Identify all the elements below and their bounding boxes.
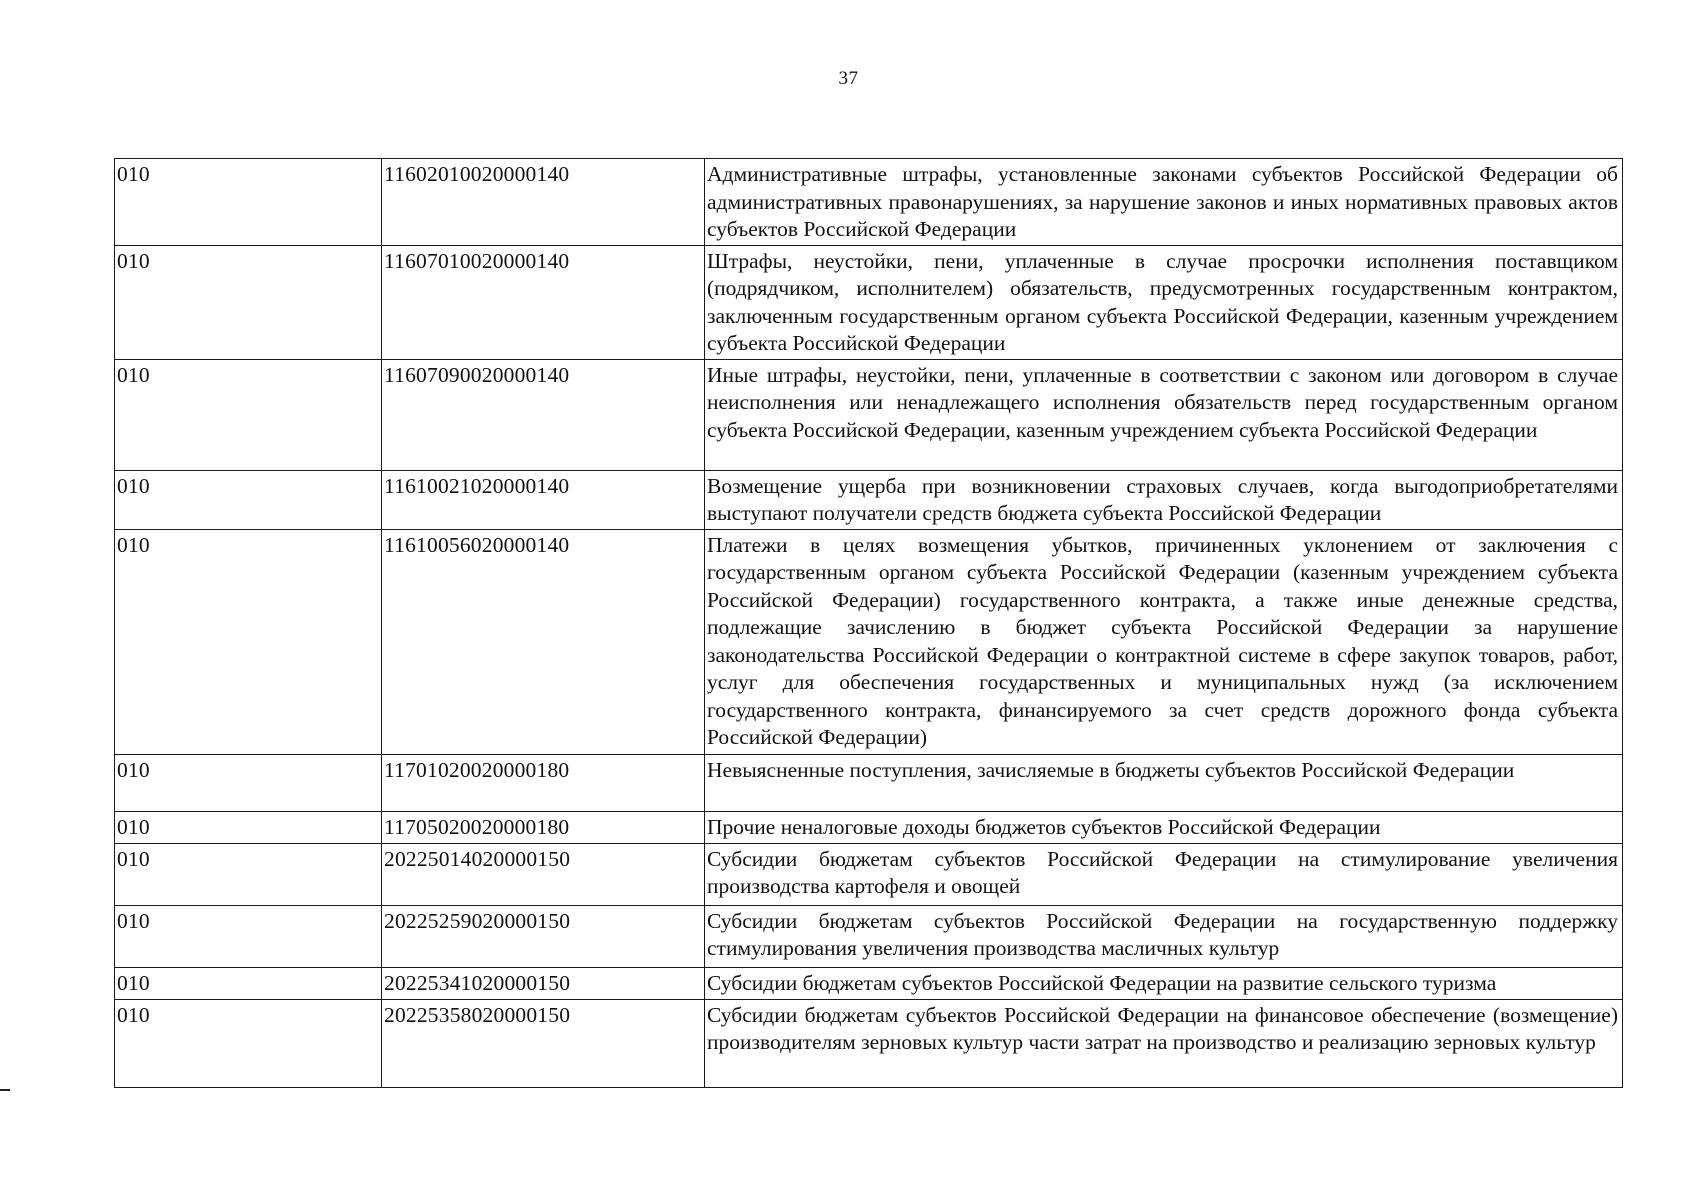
description-cell: Штрафы, неустойки, пени, уплаченные в случае просрочки исполнения поставщиком (подрядчиком, исполнителем) обязательств, предусмотренных государственным контрактом, заключенным государственным органом субъекта Российской Федерации, казенным учреждением субъекта Российской Федерации: [705, 245, 1623, 359]
kbk-code-cell: 11607010020000140: [382, 245, 705, 359]
table-row: [115, 754, 1623, 811]
admin-code-cell: 010: [115, 811, 382, 843]
admin-code-cell: 010: [115, 754, 382, 811]
admin-code-cell: 010: [115, 245, 382, 359]
kbk-code-cell: 20225259020000150: [382, 905, 705, 967]
kbk-code-cell: 11610056020000140: [382, 529, 705, 754]
kbk-code-cell: 11607090020000140: [382, 359, 705, 470]
table-row: [115, 843, 1623, 905]
description-cell: Субсидии бюджетам субъектов Российской Федерации на развитие сельского туризма: [705, 967, 1623, 999]
table-row: [115, 811, 1623, 843]
kbk-code-cell: 20225341020000150: [382, 967, 705, 999]
table-row: [115, 245, 1623, 359]
admin-code-cell: 010: [115, 359, 382, 470]
table-row: [115, 999, 1623, 1087]
table-row: [115, 905, 1623, 967]
table-row: [115, 967, 1623, 999]
kbk-code-cell: 20225014020000150: [382, 843, 705, 905]
budget-codes-table: [114, 158, 1623, 1088]
description-cell: Возмещение ущерба при возникновении страховых случаев, когда выгодоприобретателями выступают получатели средств бюджета субъекта Российской Федерации: [705, 470, 1623, 529]
kbk-code-cell: 11701020020000180: [382, 754, 705, 811]
admin-code-cell: 010: [115, 967, 382, 999]
admin-code-cell: 010: [115, 905, 382, 967]
description-cell: Иные штрафы, неустойки, пени, уплаченные в соответствии с законом или договором в случае неисполнения или ненадлежащего исполнения обязательств перед государственным органом субъекта Российской Федерации, казенным учреждением субъекта Российской Федерации: [705, 359, 1623, 470]
table-row: [115, 529, 1623, 754]
description-cell: Административные штрафы, установленные законами субъектов Российской Федерации об административных правонарушениях, за нарушение законов и иных нормативных правовых актов субъектов Российской Федерации: [705, 159, 1623, 246]
admin-code-cell: 010: [115, 843, 382, 905]
kbk-code-cell: 20225358020000150: [382, 999, 705, 1087]
admin-code-cell: 010: [115, 470, 382, 529]
admin-code-cell: 010: [115, 159, 382, 246]
table-row: [115, 359, 1623, 470]
description-cell: Субсидии бюджетам субъектов Российской Федерации на государственную поддержку стимулирования увеличения производства масличных культур: [705, 905, 1623, 967]
kbk-code-cell: 11610021020000140: [382, 470, 705, 529]
description-cell: Субсидии бюджетам субъектов Российской Федерации на финансовое обеспечение (возмещение) производителям зерновых культур части затрат на производство и реализацию зерновых культур: [705, 999, 1623, 1087]
table-row: [115, 470, 1623, 529]
kbk-code-cell: 11705020020000180: [382, 811, 705, 843]
description-cell: Прочие неналоговые доходы бюджетов субъектов Российской Федерации: [705, 811, 1623, 843]
kbk-code-cell: 11602010020000140: [382, 159, 705, 246]
description-cell: Невыясненные поступления, зачисляемые в бюджеты субъектов Российской Федерации: [705, 754, 1623, 811]
scan-margin-mark: [0, 1089, 10, 1091]
table-row: [115, 159, 1623, 246]
page-number: 37: [838, 68, 859, 89]
description-cell: Субсидии бюджетам субъектов Российской Федерации на стимулирование увеличения производства картофеля и овощей: [705, 843, 1623, 905]
admin-code-cell: 010: [115, 999, 382, 1087]
description-cell: Платежи в целях возмещения убытков, причиненных уклонением от заключения с государственным органом субъекта Российской Федерации (казенным учреждением субъекта Российской Федерации) государственного контракта, а также иные денежные средства, подлежащие зачислению в бюджет субъекта Российской Федерации за нарушение законодательства Российской Федерации о контрактной системе в сфере закупок товаров, работ, услуг для обеспечения государственных и муниципальных нужд (за исключением государственного контракта, финансируемого за счет средств дорожного фонда субъекта Российской Федерации): [705, 529, 1623, 754]
admin-code-cell: 010: [115, 529, 382, 754]
